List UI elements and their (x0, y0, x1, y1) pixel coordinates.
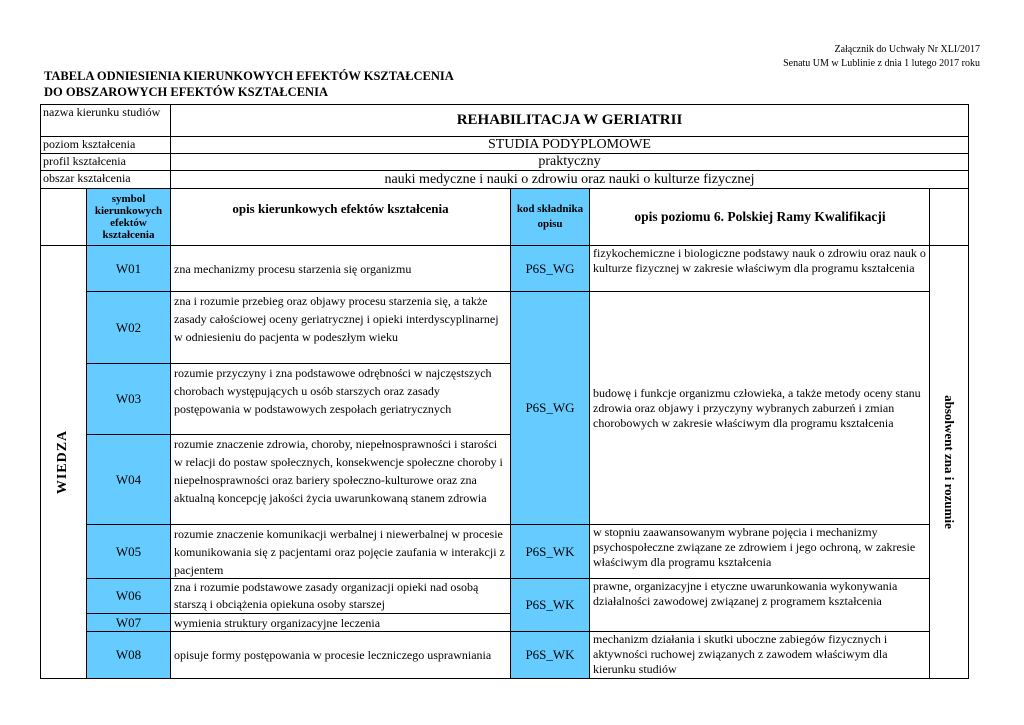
outcome-description (171, 246, 510, 291)
header-poziom: opis poziomu 6. Polskiej Ramy Kwalifikacji (634, 209, 886, 224)
section-wiedza (41, 246, 86, 678)
level-text: mechanizm działania i skutki uboczne zabiegów fizycznych i aktywności ruchowej związanych z zawodem właściwym dla kierunku studiów (593, 632, 888, 676)
level-description (590, 292, 929, 524)
code-cell: P6S_WK (525, 543, 575, 559)
outcome-description (171, 435, 510, 524)
section-side (930, 246, 968, 678)
level-description (590, 246, 929, 291)
code-cell: P6S_WK (525, 647, 575, 662)
symbol-cell: W03 (115, 391, 142, 406)
annex-line-2: Senatu UM w Lublinie z dnia 1 lutego 2017 roku (783, 58, 980, 69)
outcome-text: wymienia struktury organizacyjne leczenia (174, 615, 381, 630)
level-text: budowę i funkcje organizmu człowieka, a także metody oceny stanu zdrowia oraz objawy i przyczyny wybranych zaburzeń i zmian chorobowych w zakresie właściwym dla programu kształcenia (593, 385, 921, 430)
profil-value: praktyczny (538, 154, 601, 169)
title-line-1: TABELA ODNIESIENIA KIERUNKOWYCH EFEKTÓW KSZTAŁCENIA (44, 69, 454, 83)
code-cell: P6S_WG (525, 260, 575, 276)
outcome-text: zna i rozumie przebieg oraz objawy procesu starzenia się, a także zasady całościowej oceny geriatrycznej i opieki interdyscyplinarnej w odniesieniu do pacjenta w podeszłym wieku (174, 294, 499, 344)
header-symbol: symbol kierunkowych efektów kształcenia (94, 193, 163, 241)
level-text: prawne, organizacyjne i etyczne uwarunkowania wykonywania działalności zawodowej związanej z programem kształcenia (593, 579, 898, 608)
symbol-cell: W01 (115, 260, 142, 276)
outcome-description (171, 525, 510, 578)
header-kod: kod składnika opisu (516, 203, 584, 230)
kierunek-label: nazwa kierunku studiów (43, 105, 161, 119)
section-side-label: absolwent zna i rozumie (942, 395, 958, 529)
outcome-description (171, 614, 510, 631)
poziom-label: poziom kształcenia (43, 137, 136, 151)
symbol-cell: W06 (115, 588, 142, 603)
kierunek-value: REHABILITACJA W GERIATRII (456, 112, 683, 128)
annex-note (783, 43, 980, 71)
symbol-cell: W04 (115, 471, 142, 487)
outcome-text: rozumie przyczyny i zna podstawowe odrębności w najczęstszych chorobach występujących u osób starszych oraz zasady postępowania w podstawowych zespołach geriatrycznych (174, 366, 492, 416)
title-line-2: DO OBSZAROWYCH EFEKTÓW KSZTAŁCENIA (44, 85, 328, 99)
outcome-text: rozumie znaczenie komunikacji werbalnej i niewerbalnej w procesie komunikowania się z pacjentami oraz pojęcie zaufania w interakcji z pacjentem (174, 527, 505, 577)
header-opis: opis kierunkowych efektów kształcenia (232, 201, 449, 216)
code-cell: P6S_WK (525, 597, 575, 612)
obszar-label: obszar kształcenia (43, 171, 131, 185)
symbol-cell: W02 (115, 319, 142, 335)
outcome-text: rozumie znaczenie zdrowia, choroby, niepełnosprawności i starości w relacji do postaw społecznych, konsekwencje społeczne choroby i niepełnosprawności oraz bariery społeczno-kulturowe oraz zna aktualną koncepcję jakości życia uwarunkowaną stanem zdrowia (174, 437, 503, 505)
outcome-text: zna mechanizmy procesu starzenia się organizmu (174, 261, 412, 276)
outcome-text: zna i rozumie podstawowe zasady organizacji opieki nad osobą starszą i obciążenia opiekuna osoby starszej (174, 580, 479, 611)
level-description (590, 632, 929, 678)
outcome-description (171, 292, 510, 363)
annex-line-1: Załącznik do Uchwały Nr XLI/2017 (834, 44, 980, 55)
profil-label: profil kształcenia (43, 154, 126, 168)
level-description (590, 579, 929, 631)
outcome-description (171, 579, 510, 613)
level-text: fizykochemiczne i biologiczne podstawy nauk o zdrowiu oraz nauk o kulturze fizycznej w zakresie właściwym dla programu kształcenia (593, 246, 926, 275)
code-cell: P6S_WG (525, 400, 575, 415)
level-description (590, 525, 929, 578)
section-wiedza-label: WIEDZA (55, 429, 71, 495)
obszar-value: nauki medyczne i nauki o zdrowiu oraz nauki o kulturze fizycznej (384, 171, 755, 187)
outcome-text: opisuje formy postępowania w procesie leczniczego usprawniania (174, 648, 492, 662)
symbol-cell: W07 (115, 614, 142, 630)
symbol-cell: W08 (115, 647, 142, 662)
outcome-description (171, 364, 510, 434)
outcome-description (171, 632, 510, 678)
symbol-cell: W05 (115, 543, 142, 559)
poziom-value: STUDIA PODYPLOMOWE (488, 137, 651, 152)
document-title (44, 68, 454, 100)
level-text: w stopniu zaawansowanym wybrane pojęcia i mechanizmy psychospołeczne związane ze zdrowiem i jego ochroną, w zakresie właściwym dla programu kształcenia (593, 525, 916, 569)
